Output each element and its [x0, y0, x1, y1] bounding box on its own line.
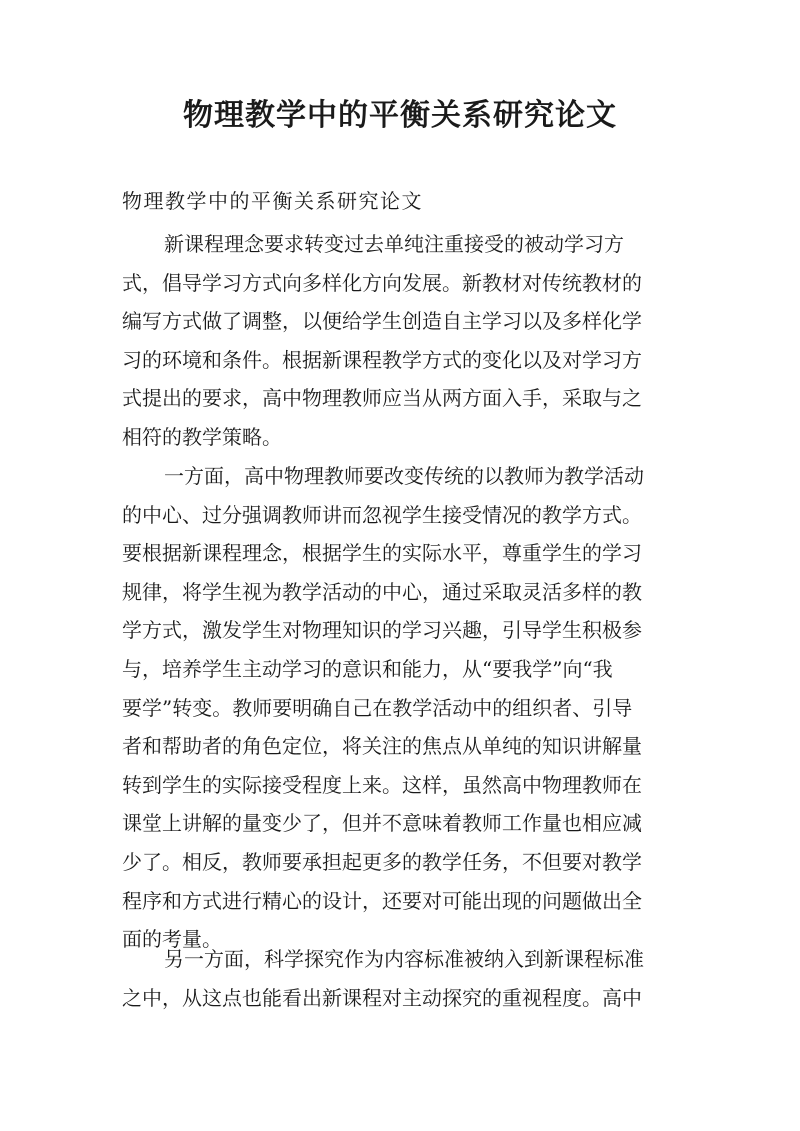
paragraph-line: 之中，从这点也能看出新课程对主动探究的重视程度。高中	[122, 985, 642, 1010]
document-subtitle: 物理教学中的平衡关系研究论文	[122, 189, 423, 213]
paragraph-line: 转到学生的实际接受程度上来。这样，虽然高中物理教师在	[122, 772, 642, 797]
paragraph-line: 少了。相反，教师要承担起更多的教学任务，不但要对教学	[122, 849, 642, 874]
paragraph-line: 习的环境和条件。根据新课程教学方式的变化以及对学习方	[122, 347, 642, 372]
paragraph-line: 式，倡导学习方式向多样化方向发展。新教材对传统教材的	[122, 270, 642, 295]
paragraph-line: 一方面，高中物理教师要改变传统的以教师为教学活动	[164, 464, 644, 488]
paragraph-line: 式提出的要求，高中物理教师应当从两方面入手，采取与之	[122, 386, 642, 411]
paragraph-line: 面的考量。	[122, 927, 222, 952]
paragraph-line: 程序和方式进行精心的设计，还要对可能出现的问题做出全	[122, 888, 642, 913]
paragraph-line: 新课程理念要求转变过去单纯注重接受的被动学习方	[164, 232, 624, 256]
paragraph-line: 者和帮助者的角色定位，将关注的焦点从单纯的知识讲解量	[122, 734, 642, 759]
paragraph-line: 课堂上讲解的量变少了，但并不意味着教师工作量也相应减	[122, 811, 642, 836]
paragraph-line: 编写方式做了调整，以便给学生创造自主学习以及多样化学	[122, 309, 642, 334]
document-title: 物理教学中的平衡关系研究论文	[183, 98, 617, 133]
paragraph-3	[122, 940, 692, 1017]
paragraph-line: 学方式，激发学生对物理知识的学习兴趣，引导学生积极参	[122, 618, 642, 643]
paragraph-line: 相符的教学策略。	[122, 424, 282, 449]
paragraph-line: 另一方面，科学探究作为内容标准被纳入到新课程标准	[164, 947, 644, 971]
paragraph-line: 要根据新课程理念，根据学生的实际水平，尊重学生的学习	[122, 541, 642, 566]
paragraph-2	[122, 457, 692, 959]
paragraph-line: 的中心、过分强调教师讲而忽视学生接受情况的教学方式。	[122, 502, 642, 527]
paragraph-line: 要学”转变。教师要明确自己在教学活动中的组织者、引导	[122, 695, 633, 720]
paragraph-line: 规律，将学生视为教学活动的中心，通过采取灵活多样的教	[122, 579, 642, 604]
paragraph-1	[122, 225, 692, 457]
paragraph-line: 与，培养学生主动学习的意识和能力，从“要我学”向“我	[122, 656, 613, 681]
